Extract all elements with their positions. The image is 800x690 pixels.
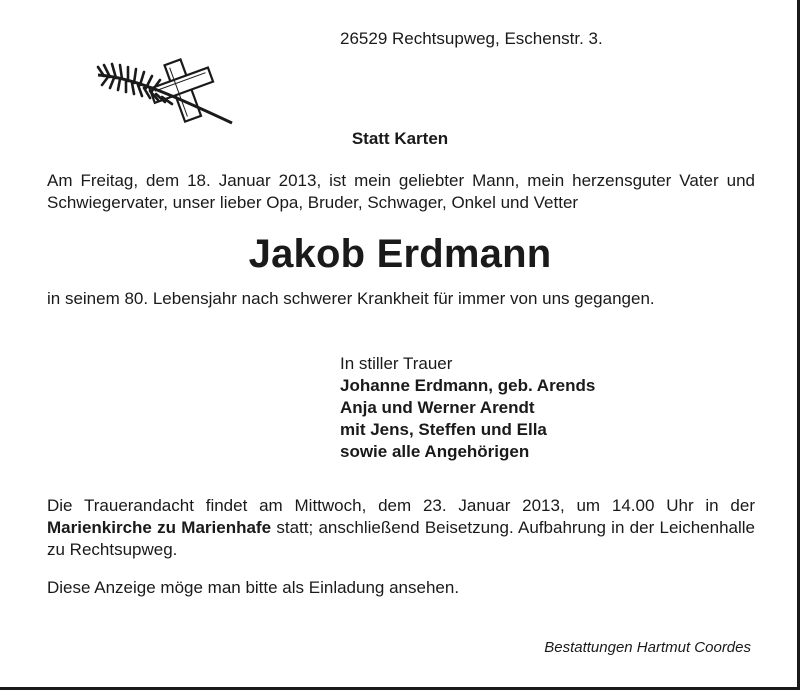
- mourner-name: mit Jens, Steffen und Ella: [340, 420, 547, 439]
- undertaker-credit: Bestattungen Hartmut Coordes: [544, 639, 751, 656]
- address-line: 26529 Rechtsupweg, Eschenstr. 3.: [340, 29, 603, 48]
- cross-with-palm-branch-icon: [92, 55, 242, 127]
- statt-karten-heading: Statt Karten: [351, 129, 449, 148]
- mourner-name: Johanne Erdmann, geb. Arends: [340, 376, 596, 395]
- church-name: Marienkirche zu Marienhafe: [47, 518, 272, 537]
- mourner-name: sowie alle Angehörigen: [340, 442, 530, 461]
- mourner-name: Anja und Werner Arendt: [340, 398, 535, 417]
- service-text-part1: Die Trauerandacht findet am Mittwoch, dem 23. Januar 2013, um 14.00 Uhr in der: [47, 496, 755, 515]
- service-paragraph: [47, 495, 755, 561]
- service-text-part2: statt; anschließend Beisetzung. Aufbahrung in der Leichenhalle zu Rechtsupweg.: [47, 518, 755, 559]
- invitation-line: Diese Anzeige möge man bitte als Einladung ansehen.: [47, 578, 460, 597]
- age-line: in seinem 80. Lebensjahr nach schwerer Krankheit für immer von uns gegangen.: [47, 289, 655, 308]
- mourners-block: [340, 353, 595, 463]
- intro-paragraph: Am Freitag, dem 18. Januar 2013, ist mein geliebter Mann, mein herzensguter Vater und Schwiegervater, unser lieber Opa, Bruder, Schwager, Onkel und Vetter: [47, 171, 755, 212]
- mourners-lead: In stiller Trauer: [340, 354, 453, 373]
- deceased-name: Jakob Erdmann: [248, 232, 552, 276]
